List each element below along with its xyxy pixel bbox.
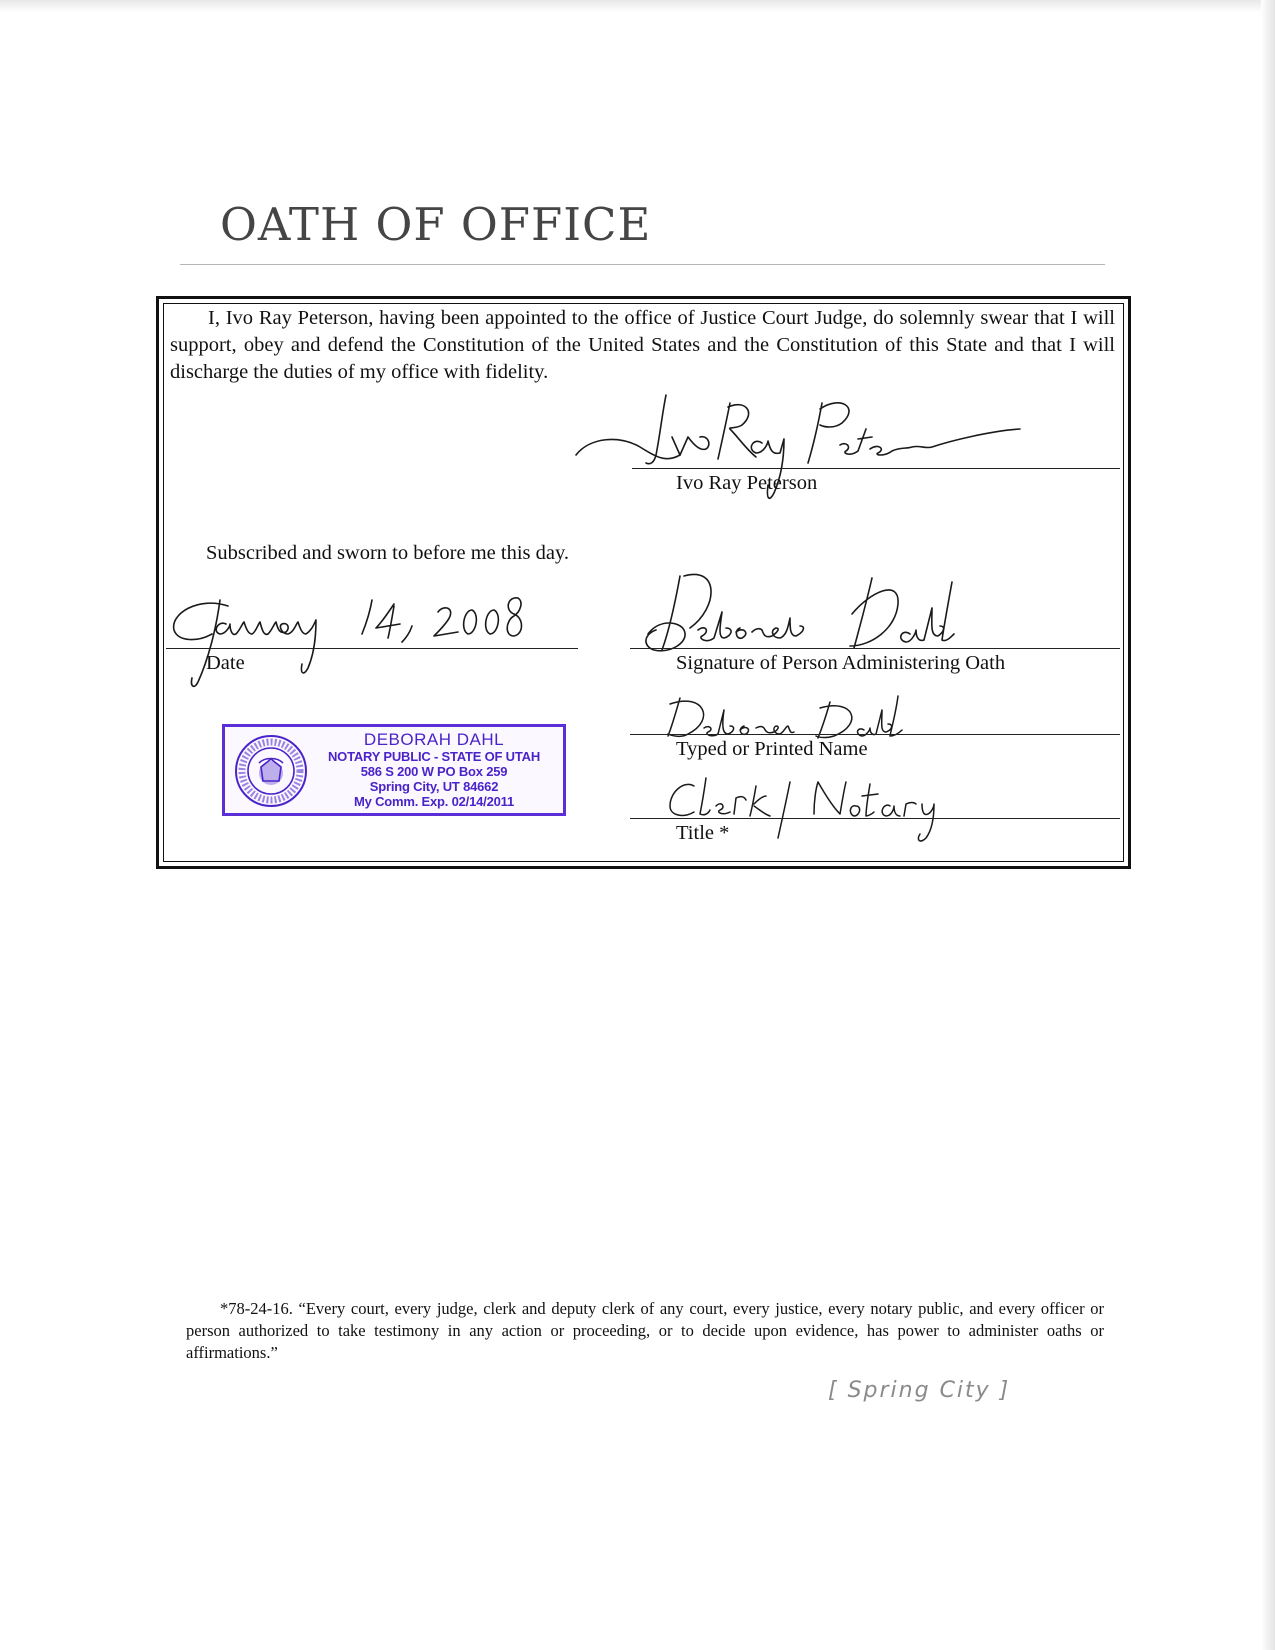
officer-signature-line: [632, 468, 1120, 469]
stamp-name: DEBORAH DAHL: [363, 730, 505, 749]
officer-signature-label: Ivo Ray Peterson: [676, 472, 818, 494]
printed-name-line: [630, 734, 1120, 735]
administrator-signature-line: [630, 648, 1120, 649]
title-line: [630, 818, 1120, 819]
sworn-statement: Subscribed and sworn to before me this day.: [206, 542, 570, 564]
scan-right-edge: [1261, 0, 1275, 1650]
page-title: OATH OF OFFICE: [220, 198, 652, 251]
pencil-note: [ Spring City ]: [828, 1378, 1011, 1403]
printed-name-label: Typed or Printed Name: [676, 738, 868, 760]
date-line: [166, 648, 578, 649]
notary-stamp: [222, 724, 566, 816]
scan-top-shadow: [0, 0, 1275, 12]
title-label: Title *: [676, 822, 730, 844]
title-rule: [180, 264, 1105, 265]
stamp-line2: 586 S 200 W PO Box 259: [360, 764, 508, 779]
stamp-line4: My Comm. Exp. 02/14/2011: [354, 794, 514, 809]
stamp-line1: NOTARY PUBLIC - STATE OF UTAH: [327, 749, 541, 764]
date-label: Date: [206, 652, 245, 674]
administrator-signature-label: Signature of Person Administering Oath: [676, 652, 1006, 674]
oath-text: I, Ivo Ray Peterson, having been appointed to the office of Justice Court Judge, do solemnly swear that I will support, obey and defend the Constitution of the United States and the Constitution of this State and that I will discharge the duties of my office with fidelity.: [170, 307, 1115, 383]
footnote: *78-24-16. “Every court, every judge, clerk and deputy clerk of any court, every justice, every notary public, and every officer or person authorized to take testimony in any action or proceeding, or to decide upon evidence, has power to administer oaths or affirmations.”: [186, 1299, 1104, 1362]
date-handwritten: [168, 590, 568, 700]
officer-signature: [570, 385, 1070, 515]
stamp-line3: Spring City, UT 84662: [369, 779, 499, 794]
state-seal-icon: [233, 733, 309, 809]
